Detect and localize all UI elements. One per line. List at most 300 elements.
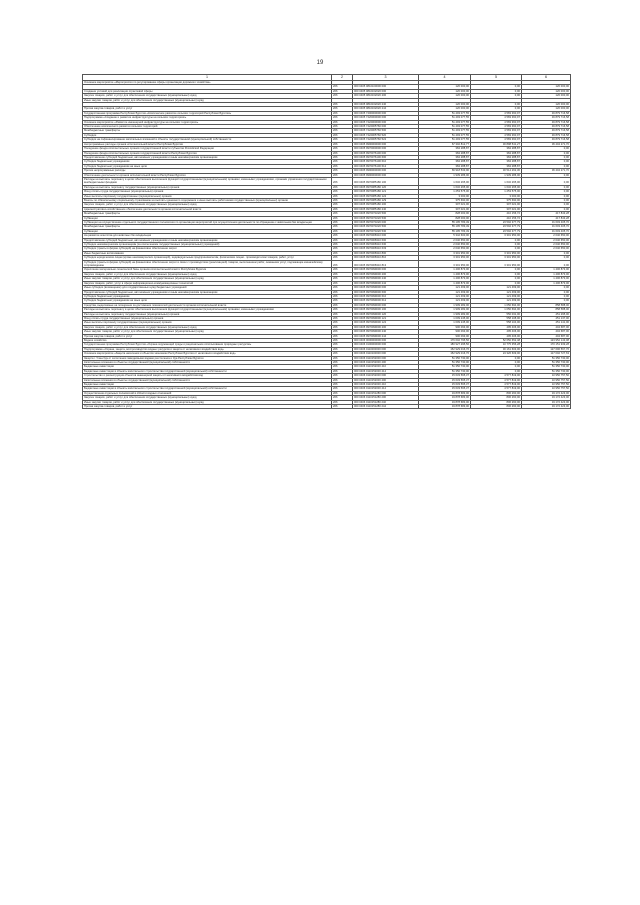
row-amount-executed-cell: 121 469,00 [471,294,522,298]
row-code-cell: 206 [332,177,353,185]
row-amount-remaining-cell: 0,00 [522,294,571,298]
row-classification-code-cell: 000 0405 9970085180 240 [353,207,419,211]
row-amount-approved-cell: 384 288,87 [419,151,471,155]
row-amount-executed-cell: 0,00 [471,268,522,272]
row-name-cell: Основное мероприятие «Развитие инженерной инфраструктуры на сельских территориях» [83,120,332,124]
row-classification-code-cell: 000 0405 0810162020 244 [353,107,419,111]
row-amount-approved-cell: 180 927 295,56 [419,343,471,347]
row-amount-executed-cell: 558 108,00 [471,316,522,320]
table-row [83,405,571,409]
row-amount-remaining-cell: 120 000,00 [522,103,571,107]
row-code-cell: 206 [332,221,353,225]
row-amount-approved-cell: 15 633 565,37 [419,383,471,387]
row-name-cell: Административно-хозяйственное обеспечение деятельности органов исполнительной власти [83,207,332,211]
row-classification-code-cell: 000 0405 9970099000 600 [353,290,419,294]
row-code-cell: 206 [332,216,353,220]
row-amount-remaining-cell: 0,00 [522,203,571,207]
row-amount-remaining-cell: 0,00 [522,160,571,164]
row-amount-executed-cell: 410 156,72 [471,212,522,216]
row-code-cell: 206 [332,103,353,107]
row-code-cell: 206 [332,85,353,89]
row-classification-code-cell: 000 0405 9990000000 000 [353,169,419,173]
row-amount-remaining-cell: 404 687,00 [522,334,571,338]
row-amount-executed-cell: 4 577 819,00 [471,383,522,387]
row-classification-code-cell: 000 0405 9970085180 122 [353,194,419,198]
row-code-cell: 206 [332,312,353,316]
row-classification-code-cell: 000 0405 9970085180 120 [353,185,419,189]
row-amount-executed-cell: 52 650 652,48 [471,338,522,342]
row-classification-code-cell: 000 0406 0110152000 000 [353,374,419,378]
row-classification-code-cell: 000 0406 0110152000 410 [353,383,419,387]
row-amount-approved-cell: 900 093,00 [419,334,471,338]
row-classification-code-cell: 000 0405 9970099000 244 [353,334,419,338]
row-amount-approved-cell: 3 301 950,00 [419,256,471,260]
row-amount-approved-cell: 828 000,00 [419,212,471,216]
row-name-cell: Иные закупки товаров, работ и услуг для обеспечения государственных (муниципальных) нужд [83,98,332,102]
row-amount-remaining-cell: 0,00 [522,177,571,185]
row-amount-approved-cell: 19 878 683,00 [419,396,471,400]
row-amount-remaining-cell: 19 172 423,00 [522,405,571,409]
row-code-cell: 206 [332,251,353,255]
row-amount-executed-cell: 10 775 356,28 [471,343,522,347]
row-amount-executed-cell: 1 253 575,00 [471,190,522,194]
row-name-cell: Предоставление субсидий бюджетным, автономным учреждениям и иным некоммерческим организациям [83,290,332,294]
row-name-cell: Межбюджетные трансферты [83,129,332,133]
row-code-cell: 206 [332,316,353,320]
row-classification-code-cell: 000 0405 9990000000 000 [353,173,419,177]
row-classification-code-cell: 000 0405 9970099000 612 [353,299,419,303]
row-amount-executed-cell: 4 583 360,97 [471,125,522,129]
row-classification-code-cell: 000 0406 0100000000 000 [353,343,419,347]
row-amount-remaining-cell: 417 843,28 [522,216,571,220]
row-amount-approved-cell: 15 633 565,37 [419,387,471,391]
row-code-cell: 206 [332,190,353,194]
row-classification-code-cell: 000 0405 7422005760 500 [353,129,419,133]
row-name-cell: Субсидии бюджетным учреждениям [83,294,332,298]
row-classification-code-cell: 000 0405 9970076100 600 [353,155,419,159]
row-name-cell: Прочие непрограммные расходы [83,169,332,173]
row-amount-executed-cell: 0,00 [471,272,522,276]
row-amount-executed-cell: 0,00 [471,94,522,98]
row-name-cell: Иные бюджетные ассигнования [83,251,332,255]
row-name-cell: Государственная программа Республики Бурятия «Комплексное развитие сельских территорий Республики Бурятия» [83,111,332,115]
row-amount-approved-cell: 375 690,00 [419,198,471,202]
row-name-cell: Закупка товаров, работ и услуг для обеспечения государственных (муниципальных) нужд [83,325,332,329]
row-code-cell: 206 [332,173,353,177]
row-amount-remaining-cell: 0,00 [522,194,571,198]
row-amount-approved-cell: 828 000,00 [419,216,471,220]
row-amount-executed-cell: 1 050 694,00 [471,308,522,312]
row-amount-executed-cell: 0,00 [471,281,522,285]
row-name-cell: Расходы на выплаты персоналу в целях обеспечения выполнения функций государственными (муниципальными) органами, казенными учреждениями [83,308,332,312]
row-code-cell: 206 [332,396,353,400]
row-code-cell: 206 [332,142,353,146]
row-amount-approved-cell: 3 301 950,00 [419,260,471,268]
row-classification-code-cell: 000 0405 9970008310 630 [353,243,419,247]
row-amount-executed-cell: 806 260,00 [471,396,522,400]
row-amount-executed-cell: 1 632 265,00 [471,177,522,185]
row-amount-approved-cell: 1 406 873,00 [419,277,471,281]
row-name-cell: Субсидии [83,133,332,137]
row-code-cell: 206 [332,290,353,294]
row-amount-executed-cell: 4 583 360,97 [471,116,522,120]
row-name-cell: Государственная программа Республики Бурятия «Охрана окружающей среды и рациональное использование природных ресурсов» [83,343,332,347]
row-amount-remaining-cell: 1 406 873,00 [522,268,571,272]
row-amount-executed-cell: 3 000,00 [471,194,522,198]
row-code-cell: 206 [332,277,353,281]
row-code-cell: 206 [332,225,353,229]
row-amount-executed-cell: 23 592 377,79 [471,225,522,229]
row-amount-remaining-cell: 19 172 423,00 [522,400,571,404]
row-amount-remaining-cell: 0,00 [522,185,571,189]
row-amount-remaining-cell: 858 588,00 [522,303,571,307]
row-amount-executed-cell: 806 260,00 [471,400,522,404]
row-classification-code-cell: 000 0405 9970099000 200 [353,272,419,276]
row-classification-code-cell: 000 0405 9970008310 000 [353,234,419,238]
row-code-cell: 206 [332,361,353,365]
row-name-cell: Прочая закупка товаров, работ и услуг [83,107,332,111]
table-row [83,177,571,185]
row-name-cell: Бюджетные инвестиции в объекты капитального строительства государственной (муниципальной) собственности [83,369,332,373]
row-name-cell: Субсидии на софинансирование капитальных вложений в объекты государственной (муниципальной) собственности [83,138,332,142]
row-amount-executed-cell: 384 288,87 [471,164,522,168]
row-amount-approved-cell: 1 632 265,00 [419,177,471,185]
row-classification-code-cell: 000 0405 9990000000 000 [353,142,419,146]
row-amount-remaining-cell: 10 950 757,50 [522,374,571,378]
row-code-cell: 206 [332,303,353,307]
row-amount-executed-cell: 307 021,00 [471,203,522,207]
row-code-cell: 206 [332,116,353,120]
row-code-cell: 206 [332,203,353,207]
row-name-cell: Водное хозяйство [83,338,332,342]
row-classification-code-cell: 000 0405 9970099000 121 [353,316,419,320]
row-classification-code-cell: 000 0405 9970073220 000 [353,221,419,225]
row-classification-code-cell: 000 0406 0110152000 400 [353,378,419,382]
row-classification-code-cell: 000 0405 9970099000 000 [353,303,419,307]
row-name-cell: Средства, выделяемые на поощрение за достижение показателей деятельности органов исполнительной власти [83,303,332,307]
row-amount-remaining-cell: 10 950 757,50 [522,387,571,391]
row-amount-executed-cell: 384 288,87 [471,155,522,159]
row-amount-executed-cell: 0,00 [471,365,522,369]
row-amount-remaining-cell: 46 879 716,58 [522,138,571,142]
row-classification-code-cell: 000 0406 0110100000 000 [353,352,419,356]
row-name-cell: Субсидии бюджетным учреждениям [83,160,332,164]
row-amount-remaining-cell: 0,00 [522,151,571,155]
row-name-cell: Подпрограмма «Создание и развитие инфраструктуры на сельских территориях» [83,116,332,120]
row-code-cell: 206 [332,330,353,334]
row-amount-remaining-cell: 0,00 [522,207,571,211]
row-amount-remaining-cell: 46 879 716,58 [522,116,571,120]
row-classification-code-cell: 000 0406 0110152000 410 [353,365,419,369]
row-name-cell: Предоставление субсидий бюджетным, автономным учреждениям и иным некоммерческим организациям [83,155,332,159]
row-amount-approved-cell: 1 009 245,00 [419,316,471,320]
row-code-cell: 206 [332,125,353,129]
row-classification-code-cell: 000 0405 9970099000 240 [353,277,419,281]
row-amount-remaining-cell: 2 040 650,00 [522,243,571,247]
row-amount-approved-cell: 120 000,00 [419,85,471,89]
row-code-cell: 206 [332,321,353,325]
row-classification-code-cell: 000 0405 9970099000 000 [353,268,419,272]
row-amount-approved-cell: 2 040 650,00 [419,243,471,247]
row-classification-code-cell: 000 0406 0110000000 000 [353,347,419,351]
row-amount-approved-cell: 1 909 282,00 [419,303,471,307]
row-amount-executed-cell: 4 577 819,00 [471,387,522,391]
row-code-cell: 206 [332,234,353,238]
row-amount-approved-cell: 1 939 286,00 [419,173,471,177]
row-classification-code-cell: 000 0405 9970008310 800 [353,251,419,255]
row-amount-executed-cell: 410 156,72 [471,216,522,220]
row-classification-code-cell: 000 0405 7420000000 000 [353,116,419,120]
row-amount-executed-cell: 0,00 [471,247,522,251]
row-amount-approved-cell: 121 469,00 [419,299,471,303]
row-amount-executed-cell: 4 583 360,97 [471,138,522,142]
row-amount-executed-cell: 495 406,00 [471,325,522,329]
row-classification-code-cell: 000 0405 9970099000 000 [353,286,419,290]
row-amount-approved-cell: 152 929 016,76 [419,347,471,351]
row-amount-remaining-cell: 1 406 873,00 [522,272,571,276]
row-amount-executed-cell: 0,00 [471,356,522,360]
row-amount-remaining-cell: 120 000,00 [522,107,571,111]
row-code-cell: 206 [332,272,353,276]
row-classification-code-cell: 000 0405 9970099000 242 [353,281,419,285]
row-name-cell: Прочая закупка товаров, работ и услуг [83,334,332,338]
row-code-cell: 206 [332,294,353,298]
row-code-cell: 206 [332,369,353,373]
row-amount-executed-cell: 23 592 377,79 [471,221,522,225]
row-code-cell: 206 [332,343,353,347]
row-classification-code-cell: 000 0405 9970076100 000 [353,151,419,155]
row-amount-approved-cell: 152 929 016,76 [419,352,471,356]
row-code-cell: 206 [332,147,353,151]
row-code-cell: 206 [332,347,353,351]
row-code-cell: 206 [332,391,353,395]
row-amount-approved-cell: 66 918 533,90 [419,169,471,173]
row-classification-code-cell: 000 0405 9970085180 129 [353,198,419,202]
row-name-cell: Подпрограмма «Охрана, защита, воспроизводство водных ресурсов и защита от негативного воздействия вод» [83,347,332,351]
row-amount-remaining-cell: 31 603 405,70 [522,225,571,229]
row-amount-remaining-cell: 451 137,00 [522,316,571,320]
row-classification-code-cell: 000 0406 0110152000 414 [353,369,419,373]
row-classification-code-cell: 000 0405 9970073220 500 [353,212,419,216]
header-cell-6: 6 [522,75,571,81]
row-code-cell: 206 [332,198,353,202]
row-amount-remaining-cell: 31 603 405,70 [522,221,571,225]
row-amount-remaining-cell: 127 696 567,76 [522,347,571,351]
row-classification-code-cell: 000 0405 0810162020 000 [353,89,419,93]
row-amount-remaining-cell: 1 406 873,00 [522,281,571,285]
row-amount-approved-cell: 1 253 575,00 [419,190,471,194]
row-amount-remaining-cell: 120 000,00 [522,89,571,93]
row-amount-remaining-cell: 0,00 [522,256,571,260]
row-amount-approved-cell: 5 342 600,00 [419,234,471,238]
row-amount-executed-cell: 384 288,87 [471,151,522,155]
row-amount-executed-cell: 495 406,00 [471,334,522,338]
row-classification-code-cell: 000 0405 9970073220 530 [353,216,419,220]
row-amount-approved-cell: 121 469,00 [419,294,471,298]
row-amount-remaining-cell: 117 002 727,63 [522,352,571,356]
row-amount-approved-cell: 120 000,00 [419,103,471,107]
row-classification-code-cell: 000 0405 0810100000 000 [353,85,419,89]
row-amount-approved-cell: 15 633 565,37 [419,374,471,378]
row-amount-executed-cell: 0,00 [471,89,522,93]
row-amount-remaining-cell: 417 843,28 [522,212,571,216]
row-amount-remaining-cell: 51 350 730,00 [522,369,571,373]
row-amount-approved-cell: 176 602 795,56 [419,338,471,342]
row-amount-approved-cell: 51 350 730,00 [419,369,471,373]
row-classification-code-cell: 000 0405 9970099000 100 [353,308,419,312]
row-code-cell: 206 [332,299,353,303]
row-name-cell: Фонд оплаты труда государственных (муниципальных) органов [83,190,332,194]
row-amount-approved-cell: 51 493 077,55 [419,129,471,133]
row-name-cell: Субсидии (гранты в форме субсидий) на финансовое обеспечение затрат [83,247,332,251]
row-classification-code-cell: 000 0405 9970008310 600 [353,238,419,242]
row-classification-code-cell: 000 0406 0110152000 400 [353,361,419,365]
row-code-cell: 206 [332,194,353,198]
row-name-cell: Капитальные вложения в объекты государственной (муниципальной) собственности [83,361,332,365]
row-amount-approved-cell: 51 350 730,00 [419,365,471,369]
row-amount-executed-cell: 307 021,00 [471,207,522,211]
row-code-cell: 206 [332,238,353,242]
row-classification-code-cell: 000 0405 9970008310 633 [353,247,419,251]
row-amount-remaining-cell: 120 000,00 [522,85,571,89]
row-classification-code-cell: 000 0406 0110151280 244 [353,405,419,409]
row-name-cell: Субсидии бюджетным учреждениям на иные цели [83,299,332,303]
row-name-cell: Прочая закупка товаров, работ и услуг [83,405,332,409]
row-name-cell: Закупка товаров, работ и услуг для обеспечения государственных (муниципальных) нужд [83,94,332,98]
row-name-cell: Закупка товаров, работ, услуг в сфере информационно-коммуникационных технологий [83,281,332,285]
row-amount-executed-cell: 806 260,00 [471,391,522,395]
row-code-cell: 206 [332,138,353,142]
row-amount-approved-cell: 1 406 873,00 [419,281,471,285]
row-name-cell: Иные закупки товаров, работ и услуг для обеспечения государственных (муниципальных) нужд [83,400,332,404]
row-code-cell: 206 [332,256,353,260]
row-classification-code-cell: 000 0405 9970073220 530 [353,229,419,233]
row-amount-approved-cell: 307 021,00 [419,203,471,207]
row-amount-approved-cell: 384 288,87 [419,147,471,151]
row-amount-executed-cell: 3 301 950,00 [471,251,522,255]
row-amount-remaining-cell: 0,00 [522,155,571,159]
row-code-cell: 206 [332,151,353,155]
table-row [83,260,571,268]
row-classification-code-cell: 000 0406 0110152000 414 [353,387,419,391]
row-amount-approved-cell: 51 350 730,00 [419,356,471,360]
row-code-cell: 206 [332,383,353,387]
row-code-cell: 206 [332,268,353,272]
row-amount-remaining-cell: 0,00 [522,251,571,255]
row-amount-executed-cell: 558 104,00 [471,321,522,325]
row-name-cell: Межбюджетные трансферты [83,212,332,216]
row-code-cell: 206 [332,229,353,233]
row-code-cell: 206 [332,281,353,285]
row-amount-approved-cell: 51 493 077,55 [419,138,471,142]
header-cell-1: 1 [83,75,332,81]
row-amount-remaining-cell: 2 040 650,00 [522,238,571,242]
row-amount-executed-cell: 0,00 [471,369,522,373]
row-classification-code-cell: 000 0406 0000000000 000 [353,338,419,342]
row-classification-code-cell: 000 0405 9970099000 120 [353,312,419,316]
row-classification-code-cell: 000 0406 0110151280 000 [353,391,419,395]
row-amount-executed-cell: 384 288,87 [471,147,522,151]
row-amount-remaining-cell: 51 350 730,00 [522,356,571,360]
row-code-cell: 206 [332,207,353,211]
row-code-cell: 206 [332,155,353,159]
row-name-cell: Субсидии (гранты в форме субсидий) на финансовое обеспечение затрат в связи с производством (реализацией) товаров, выполнением работ, оказанием услуг, подлежащие казначейскому сопровождению [83,260,332,268]
row-amount-remaining-cell: 0,00 [522,173,571,177]
row-amount-remaining-cell: 404 687,00 [522,325,571,329]
row-amount-executed-cell: 0,00 [471,277,522,281]
row-classification-code-cell: 000 0405 9970085180 200 [353,203,419,207]
row-code-cell: 206 [332,374,353,378]
row-code-cell: 206 [332,405,353,409]
row-amount-remaining-cell: 858 588,00 [522,308,571,312]
row-amount-remaining-cell: 2 040 650,00 [522,234,571,238]
row-amount-approved-cell: 51 350 730,00 [419,361,471,365]
row-classification-code-cell: 000 0405 9970073220 500 [353,225,419,229]
row-code-cell: 206 [332,107,353,111]
row-name-cell: Основное мероприятие «Мероприятия по регулированию сферы организации дорожного хозяйства» [83,81,332,85]
row-amount-remaining-cell: 1 406 873,00 [522,277,571,281]
row-classification-code-cell: 000 0405 9970099000 610 [353,294,419,298]
row-code-cell: 206 [332,352,353,356]
row-amount-executed-cell: 384 288,87 [471,160,522,164]
row-classification-code-cell: 000 0405 9970099000 200 [353,325,419,329]
row-name-cell: На развитие агентства для животных без владельцев [83,234,332,238]
row-name-cell: Иные закупки товаров, работ и услуг для обеспечения государственных (муниципальных) нужд [83,277,332,281]
header-cell-2: 2 [332,75,353,81]
row-amount-remaining-cell: 36 404 271,70 [522,169,571,173]
row-amount-executed-cell: 1 050 694,00 [471,303,522,307]
row-name-cell: Субвенции [83,216,332,220]
row-code-cell: 206 [332,325,353,329]
row-code-cell: 206 [332,243,353,247]
row-amount-executed-cell: 4 577 819,00 [471,378,522,382]
row-classification-code-cell: 000 0405 0810162020 200 [353,94,419,98]
row-classification-code-cell: 000 0405 7422005760 000 [353,125,419,129]
row-name-cell: Закупка товаров, работ и услуг для обеспечения государственных (муниципальных) нужд [83,272,332,276]
row-name-cell: Бюджетные инвестиции в объекты капитального строительства государственной (муниципальной) собственности [83,387,332,391]
row-amount-executed-cell: 3 301 950,00 [471,234,522,238]
row-amount-remaining-cell: 46 879 716,58 [522,111,571,115]
row-amount-remaining-cell: 0,00 [522,164,571,168]
row-amount-approved-cell: 51 493 077,55 [419,120,471,124]
row-amount-approved-cell: 2 040 650,00 [419,247,471,251]
row-classification-code-cell: 000 0406 0110151280 200 [353,396,419,400]
row-code-cell: 206 [332,111,353,115]
row-code-cell: 206 [332,94,353,98]
row-amount-executed-cell: 24 326 609,00 [471,352,522,356]
row-name-cell: Иные субсидии (возмещение) для государственных нужд бюджетных учреждений [83,286,332,290]
row-classification-code-cell: 000 0405 9970099000 122 [353,321,419,325]
row-amount-approved-cell: 55 195 783,49 [419,221,471,225]
row-name-cell: Межбюджетные трансферты [83,225,332,229]
row-code-cell: 206 [332,164,353,168]
row-amount-executed-cell: 3 301 950,00 [471,260,522,268]
row-name-cell: Субвенции [83,229,332,233]
header-cell-4: 4 [419,75,471,81]
row-name-cell: Непрограммные расходы органов исполнительной власти Республики Бурятия [83,142,332,146]
row-amount-remaining-cell: 0,00 [522,198,571,202]
row-amount-executed-cell: 4 583 360,97 [471,129,522,133]
row-amount-executed-cell: 1 632 265,00 [471,185,522,189]
row-name-cell: Капитальные вложения в объекты государственной (муниципальной) собственности [83,378,332,382]
row-name-cell: Иные выплаты персоналу государственных (муниципальных) органов [83,194,332,198]
row-amount-executed-cell: 806 260,00 [471,405,522,409]
row-classification-code-cell: 000 0405 9970085180 100 [353,177,419,185]
row-name-cell: Субсидии некоммерческим организациям (за исключением государственных (муниципальных) учреждений) [83,243,332,247]
row-amount-approved-cell: 15 633 565,37 [419,378,471,382]
row-amount-remaining-cell: 451 295,00 [522,312,571,316]
row-amount-approved-cell: 120 000,00 [419,107,471,111]
